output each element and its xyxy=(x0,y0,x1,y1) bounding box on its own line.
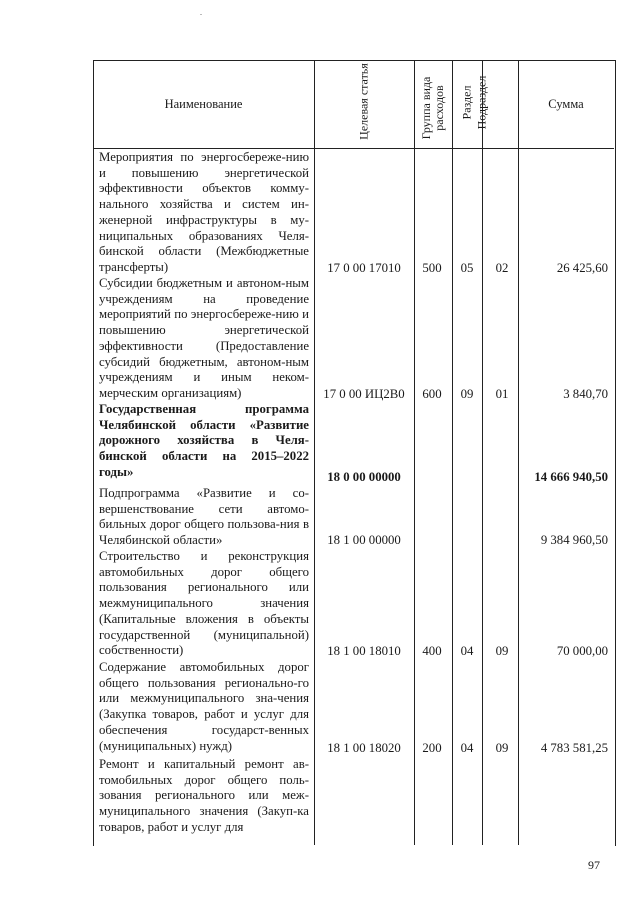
row-name: Содержание автомобильных дорог общего пользования регионально-го или межмуниципального зна-чения (Закупка товаров, работ и услуг для обеспечения государст-венных (муниципальных) нужд) xyxy=(99,660,309,753)
row-sum: 3 840,70 xyxy=(563,387,608,401)
row-section: 09 xyxy=(460,387,474,401)
row-name: Подпрограмма «Развитие и со-вершенствование сети автомо-бильных дорог общего пользова-ния в Челябинской области» xyxy=(99,486,309,548)
row-subsection: 02 xyxy=(495,261,509,275)
row-code: 18 1 00 18010 xyxy=(327,644,401,658)
row-group: 400 xyxy=(422,644,442,658)
row-code: 18 0 00 00000 xyxy=(327,470,401,484)
row-sum: 70 000,00 xyxy=(556,644,608,658)
column-divider xyxy=(518,60,519,845)
row-section: 04 xyxy=(460,644,474,658)
page-number: 97 xyxy=(588,858,600,872)
column-divider xyxy=(452,60,453,845)
row-name: Мероприятия по энергосбереже-нию и повышению энергетической эффективности объектов комму-нального хозяйства и систем ин-женерной инфраструктуры в му-ниципальных образованиях Челя-бинской области (Межбюджетные трансферты) xyxy=(99,150,309,274)
row-name: Государственная программа Челябинской области «Развитие дорожного хозяйства в Челя-бинской области на 2015–2022 годы» xyxy=(99,402,309,479)
scan-speck xyxy=(200,14,202,15)
row-group: 600 xyxy=(422,387,442,401)
row-name: Строительство и реконструкция автомобильных дорог общего пользования регионального или межмуниципального значения (Капитальные вложения в объекты государственной (муниципальной) собственности) xyxy=(99,549,309,658)
row-sum: 14 666 940,50 xyxy=(534,470,608,484)
row-group: 200 xyxy=(422,741,442,755)
row-code: 17 0 00 17010 xyxy=(327,261,401,275)
header-group: Группа вида расходов xyxy=(419,76,446,140)
header-code: Целевая статья xyxy=(356,63,371,140)
row-code: 17 0 00 ИЦ2В0 xyxy=(323,387,405,401)
row-section: 05 xyxy=(460,261,474,275)
header-sum: Сумма xyxy=(548,97,584,111)
header-name: Наименование xyxy=(164,97,243,111)
row-name: Субсидии бюджетным и автоном-ным учреждениям на проведение мероприятий по энергосбереже-нию и повышению энергетической эффективности (Предоставление субсидий бюджетным, автоном-ным учреждениям и иным неком-мерческим организациям) xyxy=(99,276,309,400)
row-code: 18 1 00 00000 xyxy=(327,533,401,547)
row-sum: 4 783 581,25 xyxy=(540,741,608,755)
column-divider xyxy=(314,60,315,845)
header-section: Раздел xyxy=(459,85,474,120)
row-subsection: 09 xyxy=(495,741,509,755)
row-subsection: 09 xyxy=(495,644,509,658)
row-code: 18 1 00 18020 xyxy=(327,741,401,755)
row-section: 04 xyxy=(460,741,474,755)
header-divider xyxy=(93,148,614,149)
row-group: 500 xyxy=(422,261,442,275)
column-divider xyxy=(482,60,483,845)
row-sum: 9 384 960,50 xyxy=(540,533,608,547)
row-subsection: 01 xyxy=(495,387,509,401)
header-subsection: Подраздел xyxy=(474,75,489,130)
row-name: Ремонт и капитальный ремонт ав-томобильных дорог общего поль-зования регионального или меж-муниципального значения (Закуп-ка товаров, работ и услуг для xyxy=(99,757,309,834)
row-sum: 26 425,60 xyxy=(556,261,608,275)
column-divider xyxy=(414,60,415,845)
